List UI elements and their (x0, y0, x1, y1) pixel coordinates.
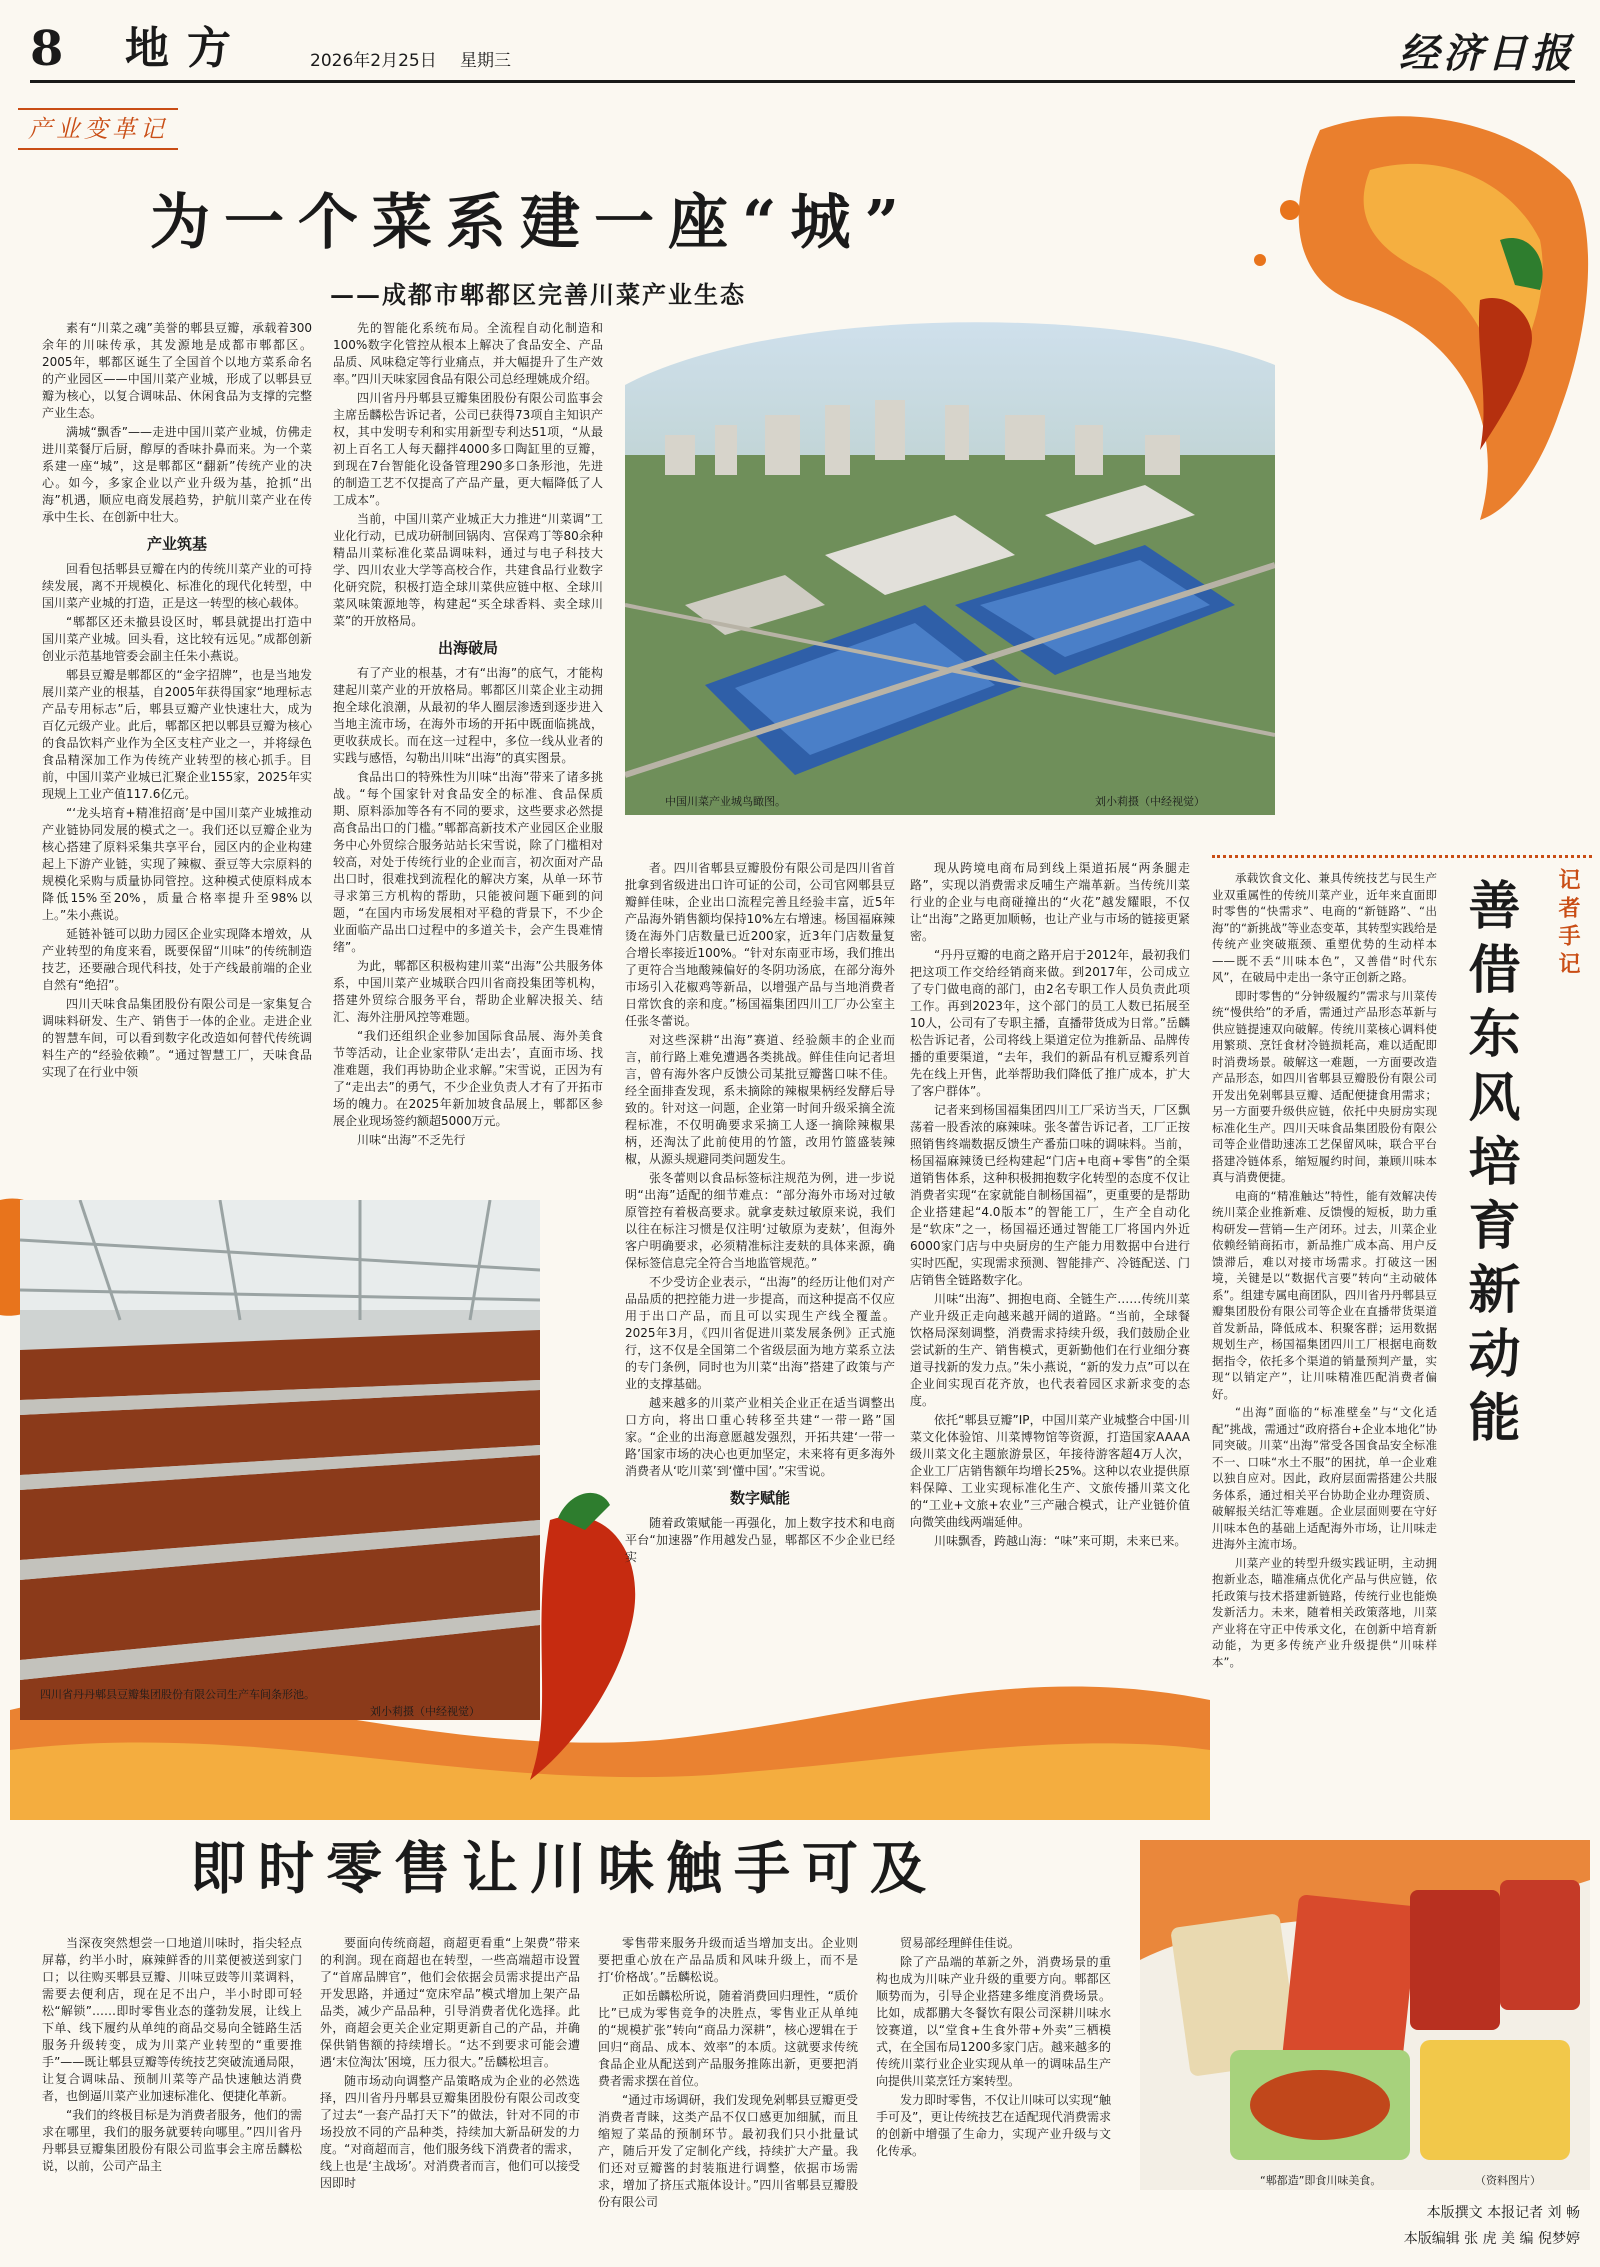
paragraph: 要面向传统商超，商超更看重“上架费”带来的利润。现在商超也在转型，一些高端超市设置了“首席品牌官”，他们会依据会员需求提出产品开发思路，并通过“宽床窄品”模式增加上架产品品类，减少产品品种，引导消费者优化选择。此外，商超会更关企业定期更新自己的产品，并确保供销售额的持续增长。“达不到要求可能会遭遇‘末位淘汰’困境，压力很大。”岳麟松坦言。 (320, 1936, 580, 2069)
factory-photo-image (20, 1200, 540, 1720)
feature2-headline: 即时零售让川味触手可及 (190, 1836, 938, 1902)
paragraph: 川菜产业的转型升级实践证明，主动拥抱新业态，瞄准痛点优化产品与供应链，依托政策与技术搭建新链路，传统行业也能焕发新活力。未来，随着相关政策落地，川菜产业将在守正中传承文化，在创新中培育新动能，为更多传统产业升级提供“川味样本”。 (1212, 1555, 1437, 1669)
paragraph: 川味飘香，跨越山海：“味”来可期，未来已来。 (934, 1534, 1187, 1548)
issue-date: 2026年2月25日 (310, 51, 437, 71)
feature2-column-2 (320, 1935, 580, 2255)
commentary-sidebar (1212, 855, 1592, 1858)
paragraph: 满城“飘香”——走进中国川菜产业城，仿佛走进川菜餐厅后厨，醇厚的香味扑鼻而来。为一个菜系建一座“城”，这是郫都区“翻新”传统产业的决心。如今，多家企业以产业升级为基，抢抓“出海”机遇，顺应电商发展趋势，护航川菜产业在传承中生长、在创新中壮大。 (42, 425, 312, 524)
paragraph: 记者来到杨国福集团四川工厂采访当天，厂区飘荡着一股香浓的麻辣味。张冬蕾告诉记者，工厂正按照销售终端数据反馈生产番茄口味的调味料。当前，杨国福麻辣烫已经构建起“门店+电商+零售”的全渠道销售体系，这种积极拥抱数字化转型的态度不仅让消费者实现“在家就能自制杨国福”，更重要的是帮助企业搭建起“4.0版本”的智能工厂，生产全自动化是“软床”之一，杨国福还通过智能工厂将国内外近6000家门店与中央厨房的生产能力用数据中台进行实时匹配，实现需求预测、智能排产、冷链配送、门店销售全链路数字化。 (910, 1103, 1190, 1287)
feature-subheadline: ——成都市郫都区完善川菜产业生态 (330, 280, 746, 309)
paragraph: 四川天味食品集团股份有限公司是一家集复合调味料研发、生产、销售于一体的企业。走进企业的智慧车间，可以看到数字化改造如何替代传统调料生产的“经验依赖”。“通过智慧工厂，天味食品实现了在行业中领 (42, 997, 312, 1079)
paragraph: 不少受访企业表示，“出海”的经历让他们对产品品质的把控能力进一步提高，而这种提高不仅应用于出口产品，而且可以实现生产线全覆盖。2025年3月，《四川省促进川菜发展条例》正式施行，这不仅是全国第二个省级层面为地方菜系立法的专门条例，同时也为川菜“出海”搭建了政策与产业的支撑基础。 (625, 1275, 895, 1391)
section-name: 地方 (125, 23, 249, 74)
paragraph: 正如岳麟松所说，随着消费回归理性，“质价比”已成为零售竞争的决胜点，零售业正从单纯的“规模扩张”转向“商品力深耕”，核心逻辑在于回归“商品、成本、效率”的本质。这就要求传统食品企业从配送到产品服务推陈出新，更要把消费者需求摆在首位。 (598, 1989, 858, 2088)
paragraph: 除了产品端的革新之外，消费场景的重构也成为川味产业升级的重要方向。郫都区顺势而为，引导企业搭建多维度消费场景。比如，成都鹏大冬餐饮有限公司深耕川味水饺赛道，以“堂食+生食外带+外卖”三栖模式，在全国布局1200多家门店。越来越多的传统川菜行业企业实现从单一的调味品生产向提供川菜烹饪方案转型。 (876, 1955, 1111, 2088)
paragraph: 张冬蕾则以食品标签标注规范为例，进一步说明“出海”适配的细节难点：“部分海外市场对过敏原管控有着极高要求。就拿麦麸过敏原来说，我们以往在标注习惯是仅注明‘过敏原为麦麸’，但海外客户明确要求，必须精准标注麦麸的具体来源，确保标签信息完全符合当地监管规范。” (625, 1171, 895, 1270)
paragraph: 川味“出海”、拥抱电商、全链生产……传统川菜产业升级正走向越来越开阔的道路。“当前，全球餐饮格局深刻调整，消费需求持续升级，我们鼓励企业尝试新的生产、销售模式，更新勤他们在行业细分赛道寻找新的发力点。”朱小燕说，“新的发力点”可以在企业间实现百花齐放，也代表着园区求新求变的态度。 (910, 1292, 1190, 1408)
paragraph: “我们的终极目标是为消费者服务，他们的需求在哪里，我们的服务就要转向哪里。”四川省丹丹郫县豆瓣集团股份有限公司监事会主席岳麟松说，以前，公司产品主 (42, 2108, 302, 2173)
page-credits (1200, 2200, 1580, 2252)
snacks-photo-caption: “郫都造”即食川味美食。 (1260, 2174, 1382, 2187)
commentary-headline: 善借东风培育新动能 (1459, 878, 1520, 1454)
feature-column-1 (42, 320, 312, 1200)
paragraph: “我们还组织企业参加国际食品展、海外美食节等活动，让企业家带队‘走出去’，直面市场、找准难题，我们再协助企业求解。”宋雪说，正因为有了“走出去”的勇气，不少企业负责人才有了开拓市场的魄力。在2025年新加坡食品展上，郫都区参展企业现场签约额超5000万元。 (333, 1029, 603, 1128)
feature2-column-1 (42, 1935, 302, 2255)
paragraph: 当前，中国川菜产业城正大力推进“川菜调”工业化行动，已成功研制回锅肉、宫保鸡丁等80余种精品川菜标准化菜品调味料，通过与电子科技大学、四川农业大学等高校合作，共建食品行业数字化研究院，积极打造全球川菜供应链中枢、全球川菜风味策源地等，构建起“买全球香料、卖全球川菜”的开放格局。 (333, 512, 603, 628)
aerial-photo (625, 305, 1275, 815)
paragraph: 即时零售的“分钟级履约”需求与川菜传统“慢供给”的矛盾，需通过产品形态革新与供应链提速双向破解。传统川菜核心调料使用繁琐、烹饪食材冷链损耗高，难以适配即时消费场景。破解这一难题，一方面要改造产品形态，如四川省郫县豆瓣股份有限公司开发出免剁郫县豆瓣、适配便捷食用需求；另一方面要升级供应链，依托中央厨房实现标准化生产。四川天味食品集团股份有限公司等企业借助速冻工艺保留风味，联合平台搭建冷链体系，缩短履约时间，兼顾川味本真与消费便捷。 (1212, 988, 1437, 1184)
paragraph: 随市场动向调整产品策略成为企业的必然选择，四川省丹丹郫县豆瓣集团股份有限公司改变了过去“一套产品打天下”的做法，针对不同的市场投放不同的产品种类，持续加大新品研发的力度。“对商超而言，他们服务线下消费者的需求，线上也是‘主战场’。对消费者而言，他们可以接受因即时 (320, 2074, 580, 2190)
issue-weekday: 星期三 (460, 51, 511, 71)
factory-photo-credit: 刘小莉摄（中经视觉） (370, 1705, 480, 1718)
paragraph: 先的智能化系统布局。全流程自动化制造和100%数字化管控从根本上解决了食品安全、产品品质、风味稳定等行业痛点，并大幅提升了生产效率。”四川天味家园食品有限公司总经理姚成介绍。 (333, 321, 603, 386)
commentary-body (1212, 870, 1437, 1850)
paragraph: “丹丹豆瓣的电商之路开启于2012年，最初我们把这项工作交给经销商来做。到2017年，公司成立了专门做电商的部门，由2名专职工作人员负责此项工作。再到2023年，这个部门的员工人数已拓展至10人，公司有了专职主播，直播带货成为日常。”岳麟松告诉记者，公司将线上渠道定位为推新品、品牌传播的重要渠道，“去年，我们的新品有机豆瓣系列首先在线上开售，此举帮助我们降低了推广成本，扩大了客户群体”。 (910, 948, 1190, 1098)
section-heading: 产业筑基 (146, 535, 207, 553)
paragraph: 四川省丹丹郫县豆瓣集团股份有限公司监事会主席岳麟松告诉记者，公司已获得73项自主知识产权，其中发明专利和实用新型专利达51项，“从最初上百名工人每天翻拌4000多口陶缸里的豆瓣，到现在7台智能化设备管理290多口条形池，先进的制造工艺不仅提高了产品产量，更大幅降低了人工成本”。 (333, 391, 603, 507)
paragraph: 当深夜突然想尝一口地道川味时，指尖轻点屏幕，约半小时，麻辣鲜香的川菜便被送到家门口；以往购买郫县豆瓣、川味豆豉等川菜调料，需要去便利店，现在足不出户，半小时即可轻松“解锁”……即时零售业态的蓬勃发展，让线上下单、线下履约从单纯的商品交易向全链路生活服务升级转变，成为川菜产业转型的“重要推手”——既让郫县豆瓣等传统技艺突破流通局限，让复合调味品、预制川菜等产品快速触达消费者，也倒逼川菜产业加速标准化、便捷化革新。 (42, 1936, 302, 2103)
commentary-tag: 记者手记 (1555, 868, 1580, 980)
paragraph: “出海”面临的“标准壁垒”与“文化适配”挑战，需通过“政府搭台+企业本地化”协同突破。川菜“出海”常受各国食品安全标准不一、口味“水土不服”的困扰，单一企业难以独自应对。因此，政府层面需搭建公共服务体系，通过相关平台协助企业办理资质、破解报关结汇等难题。企业层面则要在守好川味本色的基础上适配海外市场，让川味走进海外主流市场。 (1212, 1405, 1437, 1551)
paragraph: 电商的“精准触达”特性，能有效解决传统川菜企业推新难、反馈慢的短板，助力重构研发—营销—生产闭环。过去，川菜企业依赖经销商拓市，新品推广成本高、用户反馈滞后，难以对接市场需求。打破这一困境，关键是以“数据代言要”转向“主动破体系”。组建专属电商团队，四川省丹丹郫县豆瓣集团股份有限公司等企业在直播带货渠道首发新品，降低成本、积聚客群；运用数据规划生产，杨国福集团四川工厂根据电商数据指令，依托多个渠道的销量预判产量，实现“以销定产”，让川味精准匹配消费者偏好。 (1212, 1188, 1437, 1401)
section-heading: 出海破局 (437, 639, 498, 657)
snacks-photo (1140, 1840, 1590, 2190)
paragraph: 贸易部经理鲜佳佳说。 (900, 1936, 1021, 1950)
credit-writer: 本版撰文 本报记者 刘 畅 (1426, 2205, 1580, 2221)
aerial-photo-credit: 刘小莉摄（中经视觉） (1095, 795, 1205, 808)
credit-editor: 本版编辑 张 虎 美 编 倪梦婷 (1403, 2231, 1580, 2247)
paragraph: 素有“川菜之魂”美誉的郫县豆瓣，承载着300余年的川味传承，其发源地是成都市郫都区。2005年，郫都区诞生了全国首个以地方菜系命名的产业园区——中国川菜产业城，形成了以郫县豆瓣为核心，以复合调味品、休闲食品为支撑的完整产业生态。 (42, 321, 312, 420)
snacks-photo-image (1140, 1840, 1590, 2190)
column-kicker: 产业变革记 (18, 108, 178, 150)
paragraph: 零售带来服务升级而适当增加支出。企业则要把重心放在产品品质和风味升级上，而不是打‘价格战’。”岳麟松说。 (598, 1936, 858, 1984)
paragraph: 有了产业的根基，才有“出海”的底气，才能构建起川菜产业的开放格局。郫都区川菜企业主动拥抱全球化浪潮，从最初的华人圈层渗透到逐步进入当地主流市场，在海外市场的开拓中既面临挑战，更收获成长。而在这一过程中，多位一线从业者的实践与感悟，勾勒出川味“出海”的真实图景。 (333, 666, 603, 765)
factory-photo (20, 1200, 540, 1720)
paragraph: 发力即时零售，不仅让川味可以实现“触手可及”，更让传统技艺在适配现代消费需求的创新中增强了生命力，实现产业升级与文化传承。 (876, 2093, 1111, 2158)
aerial-photo-caption: 中国川菜产业城鸟瞰图。 (665, 795, 786, 808)
paragraph: 随着政策赋能一再强化，加上数字技术和电商平台“加速器”作用越发凸显，郫都区不少企业已经实 (625, 1516, 895, 1564)
paragraph: 食品出口的特殊性为川味“出海”带来了诸多挑战。“每个国家针对食品安全的标准、食品保质期、原料添加等各有不同的要求，这些要求必然提高食品出口的门槛。”郫都高新技术产业园区企业服务中心外贸综合服务站站长宋雪说，除了门槛相对较高，对处于传统行业的企业而言，初次面对产品出口时，很难找到流程化的解决方案，从单一环节寻求第三方机构的帮助，只能被问题下砸到的问题，“在国内市场发展相对平稳的背景下，不少企业面临产品出口过程中的多道关卡，会产生畏难情绪”。 (333, 770, 603, 954)
paragraph: “郫都区还未撤县设区时，郫县就提出打造中国川菜产业城。回头看，这比较有远见。”成都创新创业示范基地管委会副主任朱小燕说。 (42, 615, 312, 663)
paragraph: “‘龙头培育+精准招商’是中国川菜产业城推动产业链协同发展的模式之一。我们还以豆瓣企业为核心搭建了原料采集共享平台，园区内的企业构建起上下游产业链，实现了辣椒、蚕豆等大宗原料的规模化采购与质量协同管控。这种模式使原料成本降低15%至20%，质量合格率提升至98%以上。”朱小燕说。 (42, 806, 312, 922)
factory-photo-caption: 四川省丹丹郫县豆瓣集团股份有限公司生产车间条形池。 (40, 1688, 315, 1701)
paragraph: 川味“出海”不乏先行 (357, 1133, 466, 1147)
aerial-photo-image (625, 305, 1275, 815)
paragraph: 对这些深耕“出海”赛道、经验颇丰的企业而言，前行路上难免遭遇各类挑战。鲜佳佳向记者坦言，曾有海外客户反馈公司某批豆瓣酱口味不佳。经全面排查发现，系未摘除的辣椒果柄经发酵后导致的。针对这一问题，企业第一时间升级采摘全流程标准，不仅明确要求采摘工人逐一摘除辣椒果柄，还淘汰了此前使用的竹篮，改用竹篮盛装辣椒，从源头规避同类问题发生。 (625, 1033, 895, 1166)
feature-column-4 (910, 860, 1190, 1760)
paragraph: 回看包括郫县豆瓣在内的传统川菜产业的可持续发展，离不开规模化、标准化的现代化转型，中国川菜产业城的打造，正是这一转型的核心载体。 (42, 562, 312, 610)
paragraph: 为此，郫都区积极构建川菜“出海”公共服务体系，中国川菜产业城联合四川省商投集团等机构，搭建外贸综合服务平台，帮助企业解决报关、结汇、海外注册风控等难题。 (333, 959, 603, 1024)
paragraph: 越来越多的川菜产业相关企业正在适当调整出口方向，将出口重心转移至共建“一带一路”国家。“企业的出海意愿越发强烈，开拓共建‘一带一路’国家市场的决心也更加坚定，未来将有更多海外消费者从‘吃川菜’到‘懂中国’。”宋雪说。 (625, 1396, 895, 1478)
masthead (30, 18, 1575, 83)
section-heading: 数字赋能 (729, 1489, 790, 1507)
feature2-column-4 (876, 1935, 1111, 2235)
feature-headline: 为一个菜系建一座“城” (150, 188, 914, 258)
paper-logo: 经济日报 (1399, 30, 1575, 77)
paragraph: 现从跨境电商布局到线上渠道拓展“两条腿走路”，实现以消费需求反哺生产端革新。当传统川菜行业的企业与电商碰撞出的“火花”越发耀眼，不仅让“出海”之路更加顺畅，也让产业与市场的链接更紧密。 (910, 861, 1190, 943)
paragraph: 承载饮食文化、兼具传统技艺与民生产业双重属性的传统川菜产业，近年来直面即时零售的“快需求”、电商的“新链路”、“出海”的“新挑战”等业态变革，其转型实践给是传统产业突破瓶颈、重塑优势的生动样本——既不丢“川味本色”，又善借“时代东风”，在破局中走出一条守正创新之路。 (1212, 871, 1437, 984)
page-number: 8 (30, 21, 64, 77)
feature-column-3 (625, 860, 895, 1760)
snacks-photo-credit: （资料图片） (1475, 2174, 1541, 2187)
paragraph: 延链补链可以助力园区企业实现降本增效，从产业转型的角度来看，既要保留“川味”的传统制造技艺，还要融合现代科技，处于产线最前端的企业自然有“绝招”。 (42, 927, 312, 992)
paragraph: “通过市场调研，我们发现免剁郫县豆瓣更受消费者青睐，这类产品不仅口感更加细腻，而且缩短了菜品的预制环节。最初我们只小批量试产，随后开发了定制化产线，持续扩大产量。我们还对豆瓣酱的封装瓶进行调整，依据市场需求，增加了挤压式瓶体设计。”四川省郫县豆瓣股份有限公司 (598, 2093, 858, 2209)
feature2-column-3 (598, 1935, 858, 2255)
paragraph: 者。四川省郫县豆瓣股份有限公司是四川省首批拿到省级进出口许可证的公司，公司官网郫县豆瓣鲜佳味，企业出口流程完善且经验丰富，近5年产品海外销售额均保持10%左右增速。杨国福麻辣烫在海外门店数量已近200家，近3年门店数量复合增长率接近100%。“针对东南亚市场，我们推出了更符合当地酸辣偏好的冬阴功汤底，在部分海外市场引入花椒鸡等新品，以增强产品与当地消费者日常饮食的亲和度。”杨国福集团四川工厂办公室主任张冬蕾说。 (625, 861, 895, 1028)
paragraph: 郫县豆瓣是郫都区的“金字招牌”，也是当地发展川菜产业的根基，自2005年获得国家“地理标志产品专用标志”后，郫县豆瓣产业快速壮大，成为百亿元级产业。此后，郫都区把以郫县豆瓣为核心的食品饮料产业作为全区支柱产业之一，并将绿色食品精深加工作为传统产业转型的核心抓手。目前，中国川菜产业城已汇聚企业155家，2025年实现规上工业产值117.6亿元。 (42, 668, 312, 801)
paragraph: 依托“郫县豆瓣”IP，中国川菜产业城整合中国·川菜文化体验馆、川菜博物馆等资源，打造国家AAAA级川菜文化主题旅游景区，年接待游客超4万人次，企业工厂店销售额年均增长25%。这种以农业提供原料保障、工业实现标准化生产、文旅传播川菜文化的“工业+文旅+农业”三产融合模式，让产业链价值向微笑曲线两端延伸。 (910, 1413, 1190, 1529)
